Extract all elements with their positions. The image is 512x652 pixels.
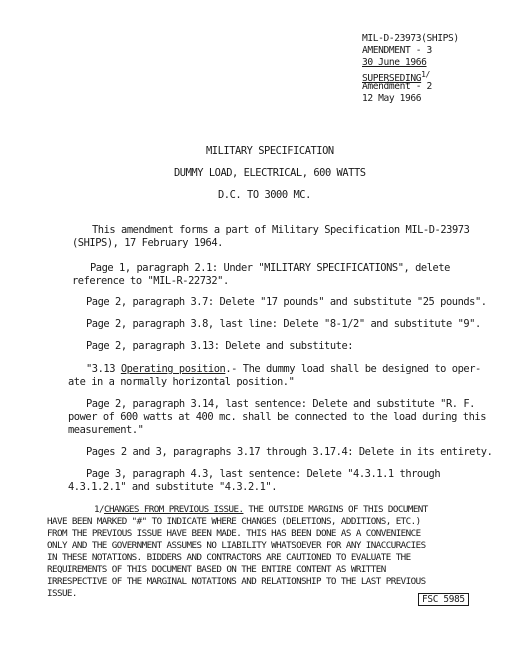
footnote-line-3: FROM THE PREVIOUS ISSUE HAVE BEEN MADE. THIS HAS BEEN DONE AS A CONVENIENCE <box>47 528 421 539</box>
footnote-line-4: ONLY AND THE GOVERNMENT ASSUMES NO LIABILITY WHATSOEVER FOR ANY INACCURACIES <box>47 540 426 551</box>
footnote-heading: CHANGES FROM PREVIOUS ISSUE. <box>103 504 244 515</box>
quote-number: "3.13 <box>86 363 121 375</box>
previous-date: 12 May 1966 <box>362 93 422 104</box>
item-1-line-2: reference to "MIL-R-22732". <box>72 275 229 287</box>
quote-line-1 <box>86 363 481 376</box>
item-2: Page 2, paragraph 3.7: Delete "17 pounds" and substitute "25 pounds". <box>86 296 487 308</box>
fsc-code-box: FSC 5985 <box>418 593 469 606</box>
item-1-line-1: Page 1, paragraph 2.1: Under "MILITARY SPECIFICATIONS", delete <box>90 262 450 274</box>
item-4: Page 2, paragraph 3.13: Delete and substitute: <box>86 340 354 352</box>
title-line-2: DUMMY LOAD, ELECTRICAL, 600 WATTS <box>174 167 366 179</box>
amendment-date: 30 June 1966 <box>362 57 427 68</box>
item-5-line-1: Page 2, paragraph 3.14, last sentence: Delete and substitute "R. F. <box>86 398 475 410</box>
footnote-line-8: ISSUE. <box>47 588 77 599</box>
spec-number: MIL-D-23973(SHIPS) <box>362 33 459 44</box>
quote-text: .- The dummy load shall be designed to oper- <box>225 363 481 375</box>
item-6: Pages 2 and 3, paragraphs 3.17 through 3.17.4: Delete in its entirety. <box>86 446 493 458</box>
footnote-line-2: HAVE BEEN MARKED "#" TO INDICATE WHERE CHANGES (DELETIONS, ADDITIONS, ETC.) <box>47 516 421 527</box>
superseding-text: SUPERSEDING <box>362 73 422 85</box>
title-line-1: MILITARY SPECIFICATION <box>206 145 334 157</box>
footnote-line-6: REQUIREMENTS OF THIS DOCUMENT BASED ON THE ENTIRE CONTENT AS WRITTEN <box>47 564 386 575</box>
item-5-line-3: measurement." <box>68 424 144 436</box>
footnote-line-1 <box>94 504 428 517</box>
title-line-3: D.C. TO 3000 MC. <box>218 189 311 201</box>
intro-line-1: This amendment forms a part of Military Specification MIL-D-23973 <box>92 224 470 236</box>
footnote-line-7: IRRESPECTIVE OF THE MARGINAL NOTATIONS AND RELATIONSHIP TO THE LAST PREVIOUS <box>47 576 426 587</box>
intro-line-2: (SHIPS), 17 February 1964. <box>72 237 223 249</box>
previous-amendment: Amendment - 2 <box>362 81 432 92</box>
item-3: Page 2, paragraph 3.8, last line: Delete "8-1/2" and substitute "9". <box>86 318 481 330</box>
footnote-line-5: IN THESE NOTATIONS. BIDDERS AND CONTRACTORS ARE CAUTIONED TO EVALUATE THE <box>47 552 411 563</box>
item-7-line-1: Page 3, paragraph 4.3, last sentence: Delete "4.3.1.1 through <box>86 468 441 480</box>
quote-heading: Operating position <box>120 363 226 375</box>
footnote-mark: 1/ <box>94 504 104 515</box>
item-5-line-2: power of 600 watts at 400 mc. shall be connected to the load during this <box>68 411 487 423</box>
superseding-footnote-mark: 1/ <box>421 70 430 79</box>
amendment-number: AMENDMENT - 3 <box>362 45 432 56</box>
footnote-line-1-text: THE OUTSIDE MARGINS OF THIS DOCUMENT <box>243 504 428 515</box>
item-7-line-2: 4.3.1.2.1" and substitute "4.3.2.1". <box>68 481 278 493</box>
quote-line-2: ate in a normally horizontal position." <box>68 376 295 388</box>
